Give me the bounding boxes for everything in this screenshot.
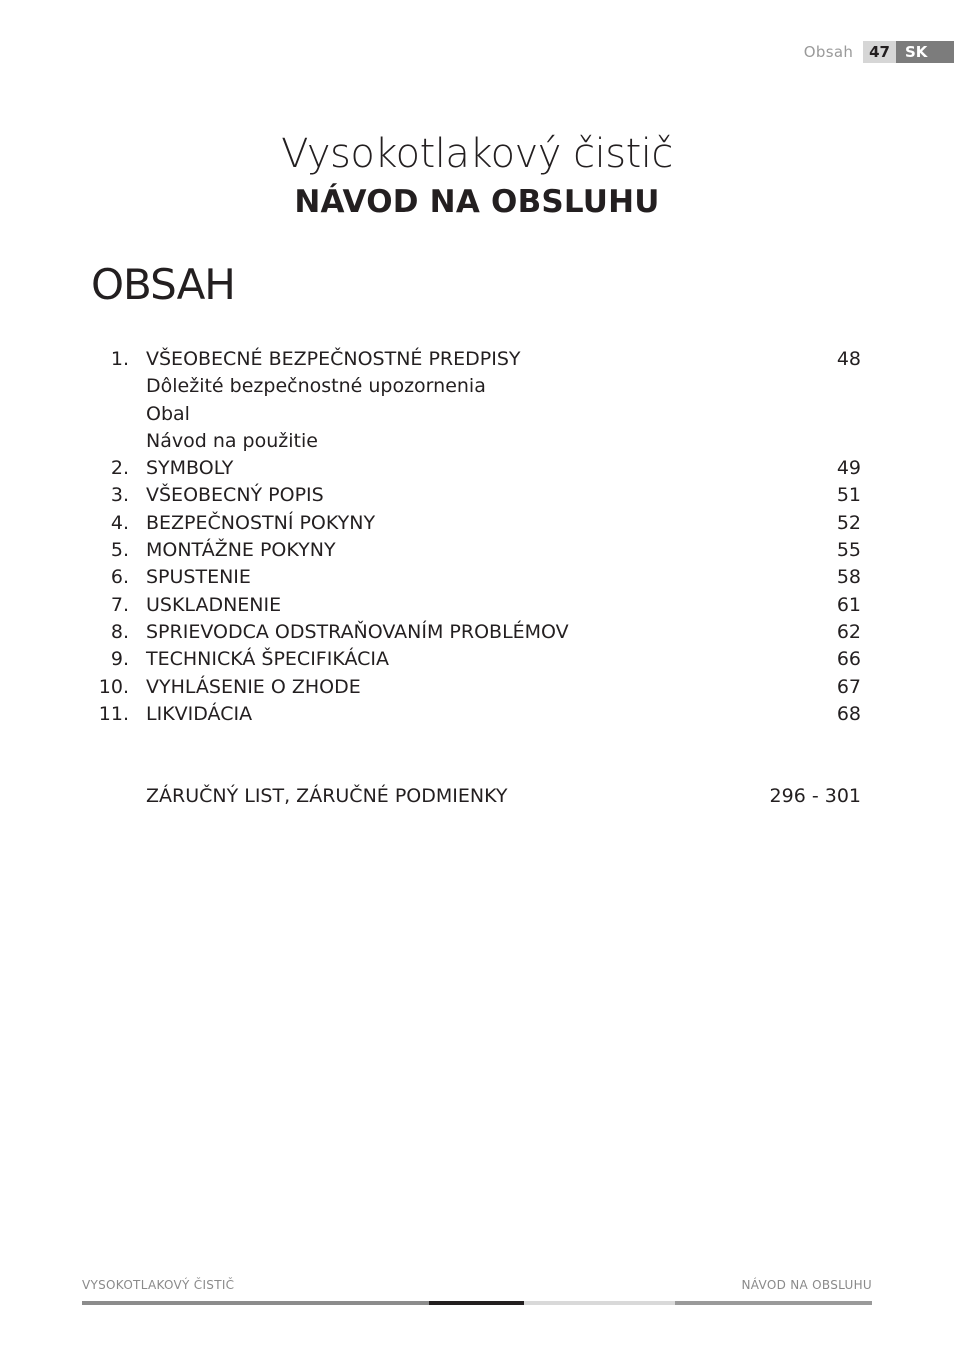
toc-row[interactable] bbox=[96, 564, 861, 591]
toc-warranty-pages: 296 - 301 bbox=[769, 785, 861, 807]
toc-page-number: 67 bbox=[836, 675, 861, 698]
toc-row[interactable] bbox=[96, 619, 861, 646]
toc-page-number: 58 bbox=[836, 566, 861, 589]
toc-label: TECHNICKÁ ŠPECIFIKÁCIA bbox=[146, 648, 389, 671]
footer-right: NÁVOD NA OBSLUHU bbox=[741, 1278, 872, 1292]
manual-title: NÁVOD NA OBSLUHU bbox=[294, 184, 660, 220]
header-tab bbox=[804, 41, 954, 63]
toc-page-number: 62 bbox=[836, 620, 861, 643]
footer-bar-segment bbox=[524, 1301, 675, 1305]
toc-row[interactable] bbox=[96, 346, 861, 373]
toc-label: VYHLÁSENIE O ZHODE bbox=[146, 675, 361, 698]
toc-page-number: 49 bbox=[836, 457, 861, 480]
toc-label: SYMBOLY bbox=[146, 457, 234, 480]
footer-bar-segment bbox=[82, 1301, 429, 1305]
toc-page-number: 68 bbox=[836, 702, 861, 725]
toc-row[interactable] bbox=[96, 482, 861, 509]
toc-label: Návod na použitie bbox=[146, 429, 318, 452]
toc-number: 10. bbox=[98, 675, 129, 698]
footer-bar-segment bbox=[675, 1301, 872, 1305]
toc-label: SPUSTENIE bbox=[146, 566, 251, 589]
toc-number: 1. bbox=[110, 348, 129, 370]
toc-label: VŠEOBECNÉ BEZPEČNOSTNÉ PREDPISY bbox=[146, 348, 521, 370]
toc-page-number: 66 bbox=[836, 648, 861, 671]
toc-row[interactable] bbox=[96, 646, 861, 673]
toc-row[interactable] bbox=[96, 428, 861, 455]
toc-warranty-row[interactable] bbox=[96, 783, 861, 810]
toc-number: 11. bbox=[98, 702, 129, 725]
toc-number: 2. bbox=[110, 457, 129, 480]
toc-number: 6. bbox=[110, 566, 129, 589]
toc-row[interactable] bbox=[96, 373, 861, 400]
table-of-contents bbox=[96, 346, 861, 728]
toc-label: LIKVIDÁCIA bbox=[146, 702, 253, 725]
toc-label: Dôležité bezpečnostné upozornenia bbox=[146, 375, 486, 398]
toc-number: 4. bbox=[110, 511, 129, 534]
toc-page-number: 55 bbox=[836, 539, 861, 562]
header-section: Obsah bbox=[803, 43, 854, 61]
toc-row[interactable] bbox=[96, 537, 861, 564]
toc-number: 3. bbox=[110, 484, 129, 507]
toc-row[interactable] bbox=[96, 510, 861, 537]
toc-label: MONTÁŽNE POKYNY bbox=[146, 539, 336, 562]
title-block bbox=[0, 128, 954, 224]
footer-bar-segment bbox=[429, 1301, 524, 1305]
toc-page-number: 48 bbox=[836, 348, 861, 370]
toc-number: 8. bbox=[110, 620, 129, 643]
toc-row[interactable] bbox=[96, 674, 861, 701]
product-title: Vysokotlakový čistič bbox=[281, 131, 673, 177]
footer-bar bbox=[82, 1301, 872, 1305]
toc-label: BEZPEČNOSTNÍ POKYNY bbox=[146, 511, 376, 534]
toc-row[interactable] bbox=[96, 455, 861, 482]
toc-page-number: 52 bbox=[836, 511, 861, 534]
toc-page-number: 61 bbox=[836, 593, 861, 616]
footer-left: VYSOKOTLAKOVÝ ČISTIČ bbox=[82, 1278, 235, 1292]
page-heading: OBSAH bbox=[91, 260, 235, 309]
header-page-number: 47 bbox=[863, 41, 896, 63]
toc-label: Obal bbox=[146, 402, 190, 425]
toc-number: 9. bbox=[110, 648, 129, 671]
toc-row[interactable] bbox=[96, 401, 861, 428]
toc-page-number: 51 bbox=[836, 484, 861, 507]
toc-number: 7. bbox=[110, 593, 129, 616]
toc-label: VŠEOBECNÝ POPIS bbox=[146, 484, 324, 507]
toc-warranty-label: ZÁRUČNÝ LIST, ZÁRUČNÉ PODMIENKY bbox=[146, 785, 508, 807]
toc-number: 5. bbox=[110, 539, 129, 562]
toc-label: SPRIEVODCA ODSTRAŇOVANÍM PROBLÉMOV bbox=[146, 620, 569, 643]
toc-row[interactable] bbox=[96, 592, 861, 619]
header-language: SK bbox=[896, 41, 954, 63]
toc-label: USKLADNENIE bbox=[146, 593, 282, 616]
toc-row[interactable] bbox=[96, 701, 861, 728]
